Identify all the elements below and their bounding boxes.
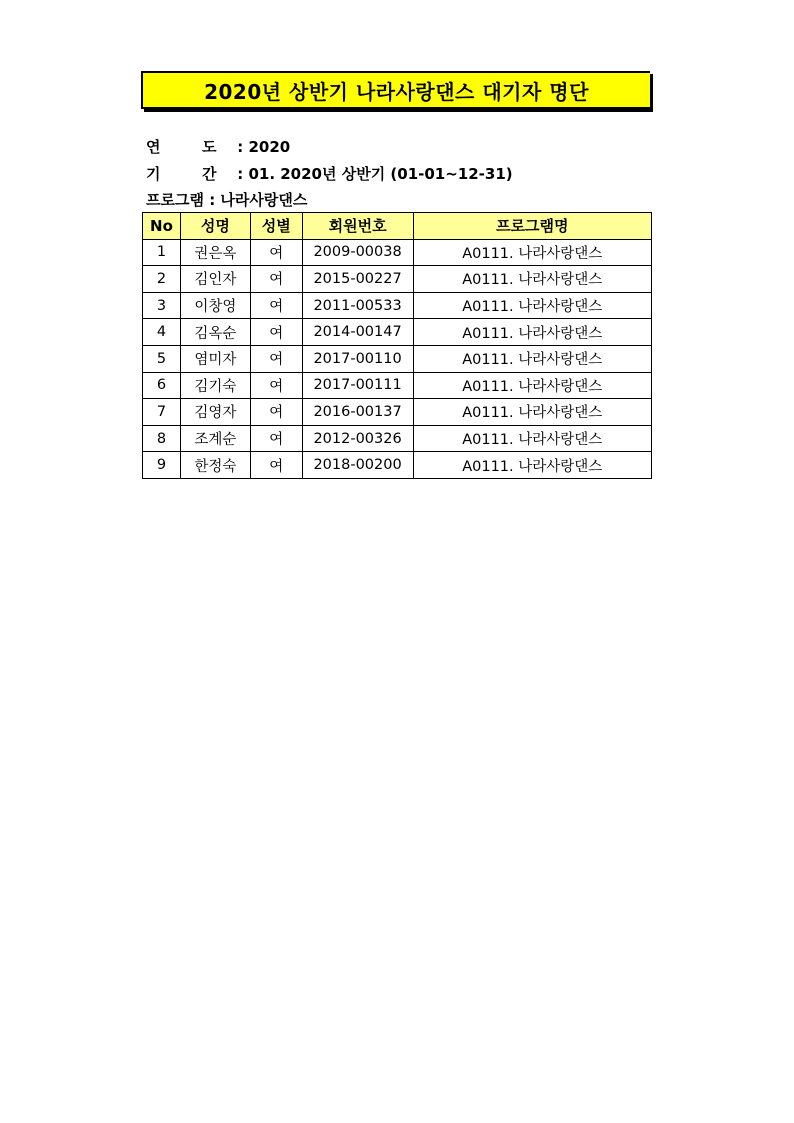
table-cell: 8 xyxy=(143,425,181,452)
meta-period-label-b: 간 xyxy=(202,165,217,183)
table-cell: 4 xyxy=(143,319,181,346)
table-cell: 염미자 xyxy=(180,345,250,372)
table-cell: A0111. 나라사랑댄스 xyxy=(413,239,651,266)
table-row xyxy=(143,319,652,346)
table-cell: A0111. 나라사랑댄스 xyxy=(413,292,651,319)
column-header: 프로그램명 xyxy=(413,213,651,240)
table-cell: 7 xyxy=(143,399,181,426)
table-cell: A0111. 나라사랑댄스 xyxy=(413,345,651,372)
table-cell: 한정숙 xyxy=(180,452,250,479)
meta-year: 연 도 : 2020 xyxy=(146,138,291,156)
table-body xyxy=(143,239,652,478)
table-cell: 2015-00227 xyxy=(302,266,413,293)
table-cell: 여 xyxy=(250,345,302,372)
column-header: No xyxy=(143,213,181,240)
table-cell: 여 xyxy=(250,425,302,452)
meta-period-value: 01. 2020년 상반기 (01-01~12-31) xyxy=(248,165,513,183)
meta-year-label-b: 도 xyxy=(202,138,217,156)
meta-period: 기 간 : 01. 2020년 상반기 (01-01~12-31) xyxy=(146,165,513,183)
waitlist-table xyxy=(142,212,652,479)
meta-program-label: 프로그램 xyxy=(146,191,204,209)
table-cell: 여 xyxy=(250,452,302,479)
table-cell: 2016-00137 xyxy=(302,399,413,426)
table-row xyxy=(143,399,652,426)
table-cell: 여 xyxy=(250,239,302,266)
table-cell: A0111. 나라사랑댄스 xyxy=(413,319,651,346)
table-row xyxy=(143,239,652,266)
meta-program: 프로그램 : 나라사랑댄스 xyxy=(146,191,308,209)
table-row xyxy=(143,266,652,293)
table-cell: 여 xyxy=(250,292,302,319)
document-title: 2020년 상반기 나라사랑댄스 대기자 명단 xyxy=(141,71,650,109)
table-cell: 이창영 xyxy=(180,292,250,319)
table-cell: 1 xyxy=(143,239,181,266)
table-row xyxy=(143,452,652,479)
table-cell: 김옥순 xyxy=(180,319,250,346)
table-cell: 김기숙 xyxy=(180,372,250,399)
table-cell: 김영자 xyxy=(180,399,250,426)
table-cell: 6 xyxy=(143,372,181,399)
table-cell: 2009-00038 xyxy=(302,239,413,266)
table-cell: 2017-00110 xyxy=(302,345,413,372)
table-cell: A0111. 나라사랑댄스 xyxy=(413,266,651,293)
table-cell: 여 xyxy=(250,319,302,346)
table-cell: 권은옥 xyxy=(180,239,250,266)
meta-period-label-a: 기 xyxy=(146,165,161,183)
table-row xyxy=(143,345,652,372)
meta-year-label-a: 연 xyxy=(146,138,161,156)
table-cell: 3 xyxy=(143,292,181,319)
column-header: 성별 xyxy=(250,213,302,240)
table-cell: 2012-00326 xyxy=(302,425,413,452)
table-cell: 여 xyxy=(250,372,302,399)
table-cell: 여 xyxy=(250,399,302,426)
column-header: 성명 xyxy=(180,213,250,240)
table-row xyxy=(143,292,652,319)
table-cell: 2014-00147 xyxy=(302,319,413,346)
table-cell: 2 xyxy=(143,266,181,293)
table-cell: A0111. 나라사랑댄스 xyxy=(413,399,651,426)
table-header-row xyxy=(143,213,652,240)
meta-program-value: 나라사랑댄스 xyxy=(220,191,308,209)
table-cell: 김인자 xyxy=(180,266,250,293)
meta-year-value: 2020 xyxy=(248,138,291,156)
table-cell: 9 xyxy=(143,452,181,479)
table-cell: A0111. 나라사랑댄스 xyxy=(413,425,651,452)
table-cell: A0111. 나라사랑댄스 xyxy=(413,452,651,479)
column-header: 회원번호 xyxy=(302,213,413,240)
table-cell: A0111. 나라사랑댄스 xyxy=(413,372,651,399)
table-row xyxy=(143,425,652,452)
table-row xyxy=(143,372,652,399)
table-cell: 5 xyxy=(143,345,181,372)
table-cell: 조계순 xyxy=(180,425,250,452)
table-cell: 2011-00533 xyxy=(302,292,413,319)
table-cell: 2017-00111 xyxy=(302,372,413,399)
table-cell: 2018-00200 xyxy=(302,452,413,479)
table-cell: 여 xyxy=(250,266,302,293)
